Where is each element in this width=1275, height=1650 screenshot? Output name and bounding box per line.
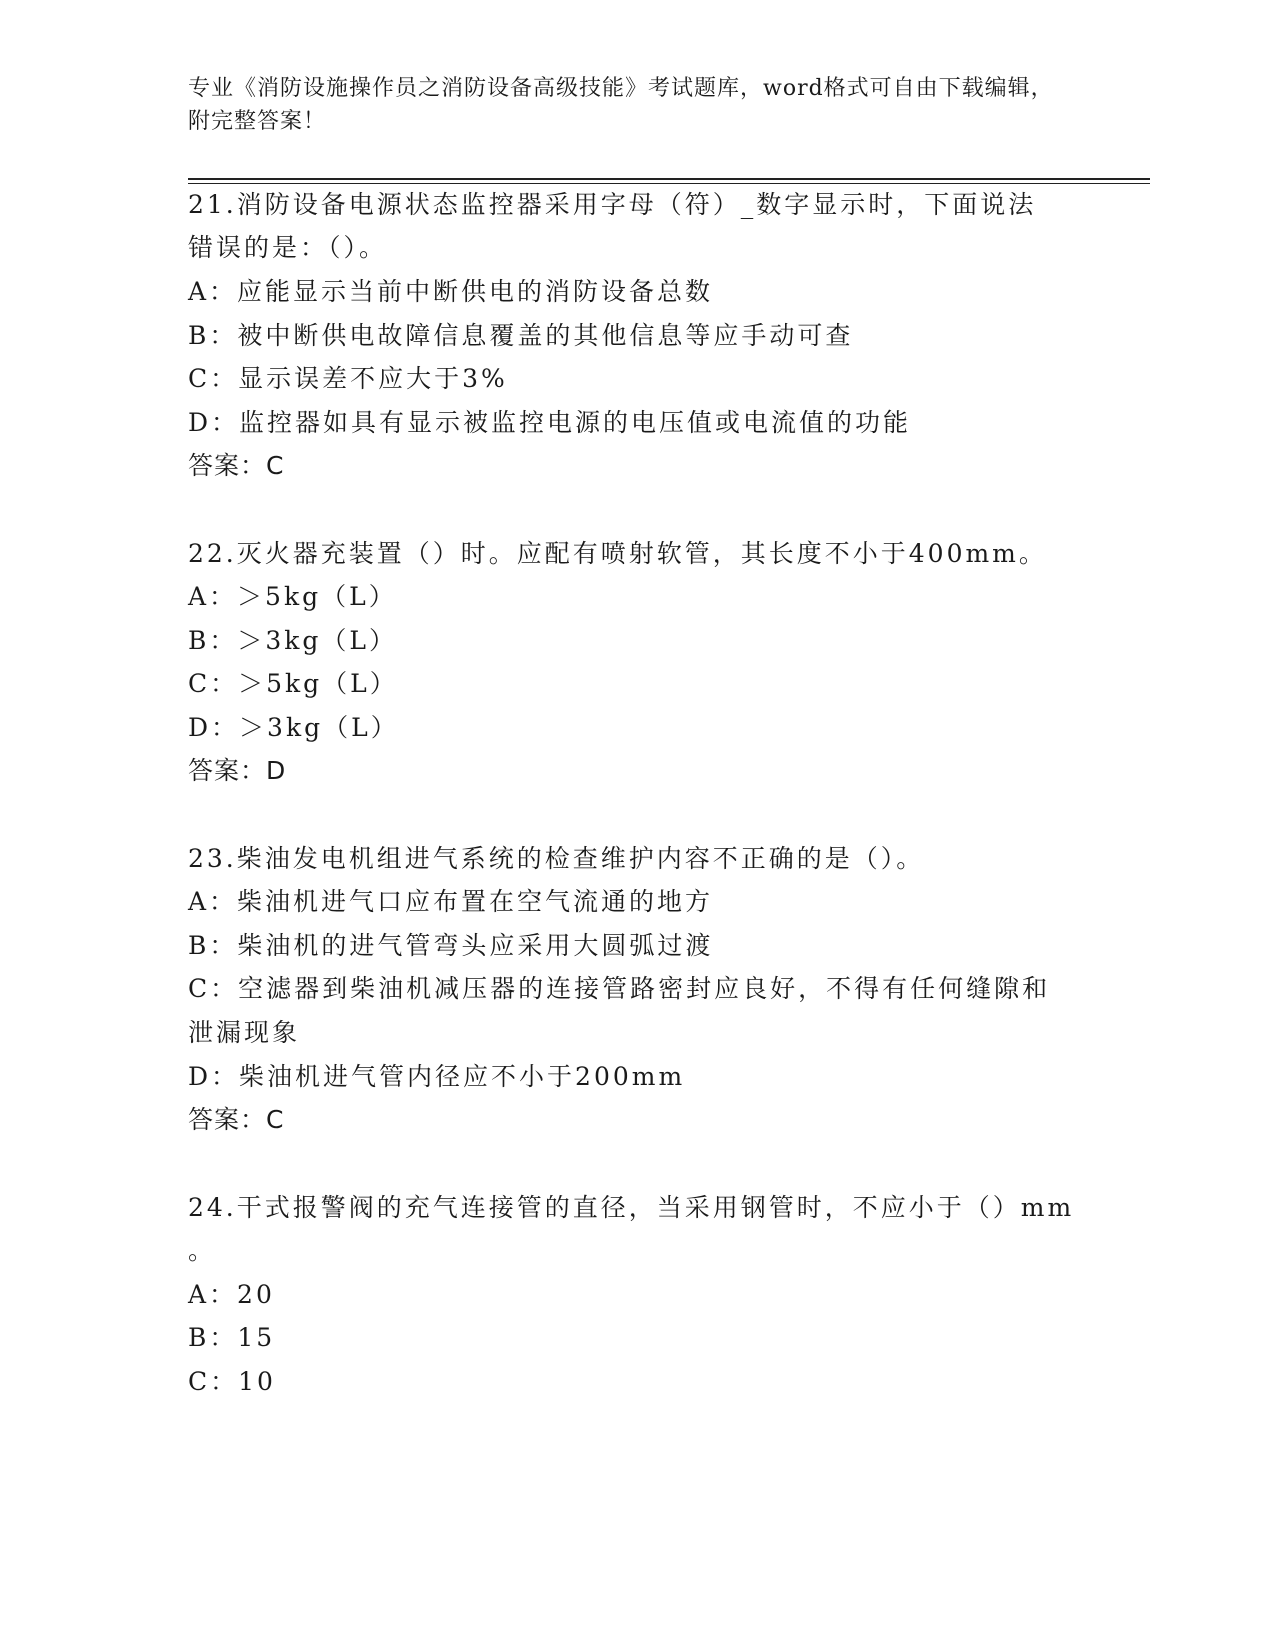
question-21-stem: 21.消防设备电源状态监控器采用字母（符）_数字显示时，下面说法 bbox=[188, 190, 1037, 219]
question-22-option-b: B：＞3kg（L） bbox=[188, 626, 398, 655]
question-22-option-a: A：＞5kg（L） bbox=[188, 582, 397, 611]
document-header: 专业《消防设施操作员之消防设备高级技能》考试题库，word格式可自由下载编辑，附完整答案！ bbox=[188, 76, 1054, 134]
question-22-option-d: D：＞3kg（L） bbox=[188, 713, 399, 742]
question-24-option-c: C：10 bbox=[188, 1367, 276, 1396]
question-21-option-a: A：应能显示当前中断供电的消防设备总数 bbox=[188, 277, 714, 306]
question-21-answer: 答案：C bbox=[188, 451, 285, 480]
question-22-stem: 22.灭火器充装置（）时。应配有喷射软管，其长度不小于400mm。 bbox=[188, 539, 1047, 568]
question-23-option-a: A：柴油机进气口应布置在空气流通的地方 bbox=[188, 887, 714, 916]
question-23-option-c-continued: 泄漏现象 bbox=[188, 1018, 301, 1047]
question-23-answer: 答案：C bbox=[188, 1105, 285, 1134]
question-23-option-c: C：空滤器到柴油机减压器的连接管路密封应良好，不得有任何缝隙和 bbox=[188, 974, 1051, 1003]
question-23-option-d: D：柴油机进气管内径应不小于200mm bbox=[188, 1062, 686, 1091]
question-21-stem-continued: 错误的是：（）。 bbox=[188, 233, 388, 262]
question-21-option-c: C：显示误差不应大于3% bbox=[188, 364, 508, 393]
question-24-stem-continued: 。 bbox=[188, 1236, 217, 1265]
question-22-answer: 答案：D bbox=[188, 756, 287, 785]
question-24-stem: 24.干式报警阀的充气连接管的直径，当采用钢管时，不应小于（）mm bbox=[188, 1193, 1075, 1222]
question-22-option-c: C：＞5kg（L） bbox=[188, 669, 398, 698]
question-23-option-b: B：柴油机的进气管弯头应采用大圆弧过渡 bbox=[188, 931, 714, 960]
question-21-option-d: D：监控器如具有显示被监控电源的电压值或电流值的功能 bbox=[188, 408, 912, 437]
question-24-option-b: B：15 bbox=[188, 1323, 276, 1352]
question-24-option-a: A：20 bbox=[188, 1280, 275, 1309]
question-23-stem: 23.柴油发电机组进气系统的检查维护内容不正确的是（）。 bbox=[188, 844, 925, 873]
header-divider-thick bbox=[188, 178, 1150, 180]
header-divider-thin bbox=[188, 183, 1150, 184]
question-21-option-b: B：被中断供电故障信息覆盖的其他信息等应手动可查 bbox=[188, 321, 854, 350]
